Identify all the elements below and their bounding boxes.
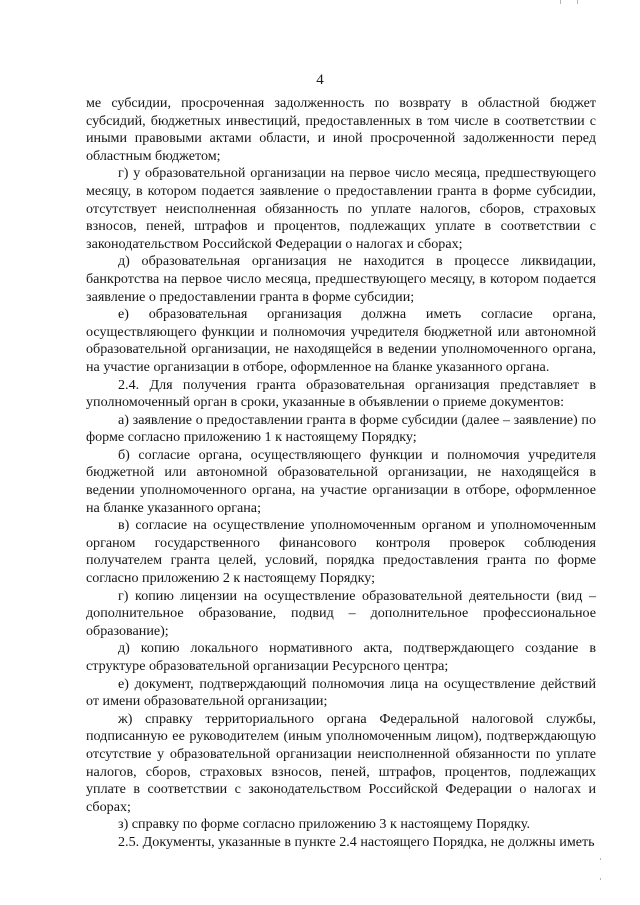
paragraph-item-d-liquidation: д) образовательная организация не находится в процессе ликвидации, банкротства на первое число месяца, предшествующего месяцу, в котором подается заявление о предоставлении гранта в форме субсидии;	[86, 253, 596, 305]
paragraph-item-d-local-act: д) копию локального нормативного акта, подтверждающего создание в структуре образовательной организации Ресурсного центра;	[86, 640, 596, 674]
paragraph-item-a-application: а) заявление о предоставлении гранта в форме субсидии (далее – заявление) по форме согласно приложению 1 к настоящему Порядку;	[86, 411, 596, 446]
paragraph-item-v-inspection-consent: в) согласие на осуществление уполномоченным органом и уполномоченным органом государственного финансового контроля проверок соблюдения получателем гранта целей, условий, порядка предоставления гранта по форме согласно приложению 2 к настоящему Порядку;	[86, 517, 596, 587]
document-body	[86, 95, 596, 852]
paragraph-item-g-tax: г) у образовательной организации на первое число месяца, предшествующего месяцу, в котором подается заявление о предоставлении гранта в форме субсидии, отсутствует неисполненная обязанность по уплате налогов, сборов, страховых взносов, пеней, штрафов и процентов, подлежащих уплате в соответствии с законодательством Российской Федерации о налогах и сборах;	[86, 165, 596, 252]
paragraph-section-2-4: 2.4. Для получения гранта образовательная организация представляет в уполномоченный орган в сроки, указанные в объявлении о приеме документов:	[86, 376, 596, 411]
paragraph-item-g-license: г) копию лицензии на осуществление образовательной деятельности (вид – дополнительное образование, подвид – дополнительное профессиональное образование);	[86, 587, 596, 639]
page-number: 4	[316, 72, 324, 88]
paragraph-continuation: ме субсидии, просроченная задолженность по возврату в областной бюджет субсидий, бюджетных инвестиций, предоставленных в том числе в соответствии с иными правовыми актами области, и иной просроченной задолженности перед областным бюджетом;	[86, 95, 596, 164]
paragraph-item-zh-tax-certificate: ж) справку территориального органа Федеральной налоговой службы, подписанную ее руководителем (иным уполномоченным лицом), подтверждающую отсутствие у образовательной организации неисполненной обязанности по уплате налогов, сборов, страховых взносов, пеней, штрафов, процентов, подлежащих уплате в соответствии с законодательством Российской Федерации о налогах и сборах;	[86, 710, 596, 815]
paragraph-section-2-5: 2.5. Документы, указанные в пункте 2.4 настоящего Порядка, не должны иметь	[118, 833, 595, 850]
scan-dot	[600, 878, 601, 880]
scan-edge-mark	[560, 0, 561, 4]
paragraph-item-e-consent: е) образовательная организация должна иметь согласие органа, осуществляющего функции и полномочия учредителя бюджетной или автономной образовательной организации, не находящейся в ведении уполномоченного органа, на участие организации в отборе, оформленное на бланке указанного органа.	[86, 306, 596, 375]
scan-dot	[600, 858, 601, 860]
paragraph-item-b-consent: б) согласие органа, осуществляющего функции и полномочия учредителя бюджетной или автономной образовательной организации, не находящейся в ведении уполномоченного органа, на участие организации в отборе, оформленное на бланке указанного органа;	[86, 446, 596, 516]
paragraph-item-e-authority: е) документ, подтверждающий полномочия лица на осуществление действий от имени образовательной организации;	[86, 675, 596, 710]
paragraph-item-z-certificate: з) справку по форме согласно приложению 3 к настоящему Порядку.	[118, 816, 530, 833]
scan-edge-mark	[577, 0, 578, 4]
